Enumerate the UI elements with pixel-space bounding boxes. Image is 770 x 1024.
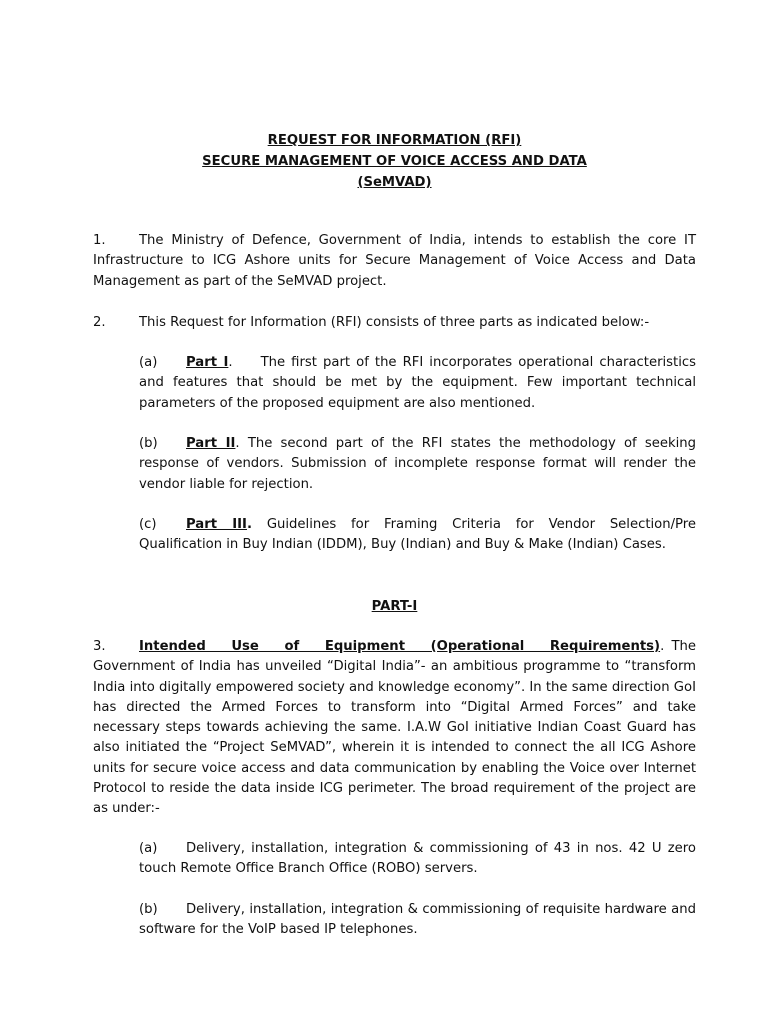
list-item-text: The first part of the RFI incorporates operational characteristics and features that should be met by the equipment. Few important technical parameters of the proposed equipment are also mentioned. (139, 355, 696, 411)
paragraph-1 (93, 231, 696, 292)
paragraph-number: 3. (93, 639, 106, 654)
title-line-3: (SeMVAD) (357, 175, 432, 190)
paragraph-number: 2. (93, 315, 106, 330)
paragraph-text: The Government of India has unveiled “Digital India”- an ambitious programme to “transform India into digitally empowered society and knowledge economy”. In the same direction GoI has directed the Armed Forces to transform into “Digital Armed Forces” and take necessary steps towards achieving the same. I.A.W GoI initiative Indian Coast Guard has also initiated the “Project SeMVAD”, wherein it is intended to connect the all ICG Ashore units for secure voice access and data communication by enabling the Voice over Internet Protocol to reside the data inside ICG perimeter. The broad requirement of the project are as under:- (93, 639, 696, 817)
requirement-item-b (139, 900, 696, 941)
heading-separator: . (246, 517, 252, 532)
list-item-label: (c) (139, 517, 157, 532)
heading-separator: . (228, 355, 233, 370)
list-item-label: (b) (139, 436, 158, 451)
list-item-label: (a) (139, 841, 158, 856)
list-item-text: Delivery, installation, integration & commissioning of 43 in nos. 42 U zero touch Remote Office Branch Office (ROBO) servers. (139, 841, 696, 877)
list-item-text: Guidelines for Framing Criteria for Vendor Selection/Pre Qualification in Buy Indian (IDDM), Buy (Indian) and Buy & Make (Indian) Cases. (139, 517, 696, 553)
paragraph-text: This Request for Information (RFI) consists of three parts as indicated below:- (139, 315, 650, 330)
part-1-heading: PART-I (371, 599, 418, 614)
title-line-1: REQUEST FOR INFORMATION (RFI) (267, 133, 522, 148)
list-item-text: The second part of the RFI states the methodology of seeking response of vendors. Submission of incomplete response format will render the vendor liable for rejection. (139, 436, 696, 492)
list-item-part-1 (139, 353, 696, 414)
list-item-part-3 (139, 515, 696, 556)
section-heading: Intended Use of Equipment (Operational Requirements) (139, 639, 661, 654)
title-line-2: SECURE MANAGEMENT OF VOICE ACCESS AND DATA (202, 154, 587, 169)
paragraph-number: 1. (93, 233, 106, 248)
document-title (93, 130, 696, 193)
part-heading: Part I (186, 355, 229, 370)
heading-separator: . (660, 639, 665, 654)
paragraph-2 (93, 313, 696, 333)
list-item-part-2 (139, 434, 696, 495)
heading-separator: . (235, 436, 240, 451)
list-item-label: (a) (139, 355, 158, 370)
part-heading: Part III (186, 517, 247, 532)
part-heading: Part II (186, 436, 236, 451)
requirement-item-a (139, 839, 696, 880)
list-item-text: Delivery, installation, integration & commissioning of requisite hardware and software for the VoIP based IP telephones. (139, 902, 696, 938)
list-item-label: (b) (139, 902, 158, 917)
paragraph-3 (93, 637, 696, 820)
paragraph-text: The Ministry of Defence, Government of India, intends to establish the core IT Infrastructure to ICG Ashore units for Secure Management of Voice Access and Data Management as part of the SeMVAD project. (93, 233, 696, 289)
